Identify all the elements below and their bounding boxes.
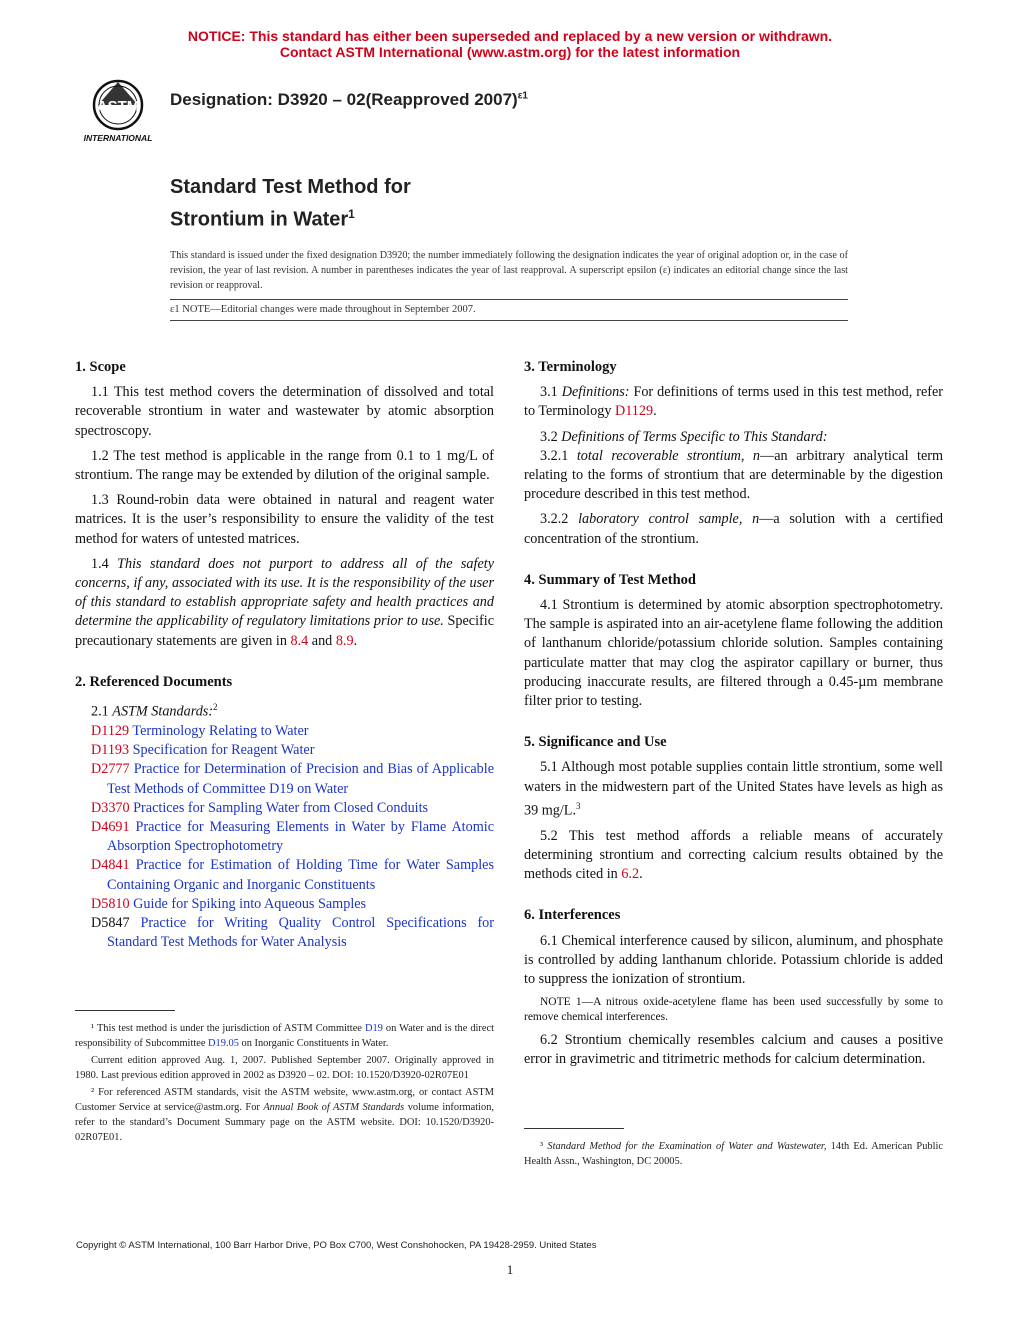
para-1-4-and: and <box>308 632 336 649</box>
fn2-a: ² For referenced ASTM standards, visit the ASTM website, www.astm.org, or contact ASTM Customer Service at service@astm.org. For <box>75 1087 494 1113</box>
ref-title[interactable]: Practice for Estimation of Holding Time for Water Samples Containing Organic and Inorganic Constituents <box>107 857 494 893</box>
para-3-2-1 <box>524 447 943 505</box>
section-3-heading: 3. Terminology <box>524 359 617 375</box>
ref-item-d5810[interactable] <box>75 895 494 914</box>
fn2-italic: Annual Book of ASTM Standards <box>263 1102 405 1113</box>
footnote-2 <box>75 1085 494 1145</box>
para-3-2-2-rest: —a solution with a certified concentration of the strontium. <box>524 511 944 547</box>
footnote-1 <box>75 1021 494 1051</box>
footnote-1-edition: Current edition approved Aug. 1, 2007. Published September 2007. Originally approved in 1980. Last previous edition approved in 2002 as D3920 – 02. DOI: 10.1520/D3920-02R07E01 <box>75 1055 494 1081</box>
ref-code[interactable]: D5810 <box>91 895 130 912</box>
logo-subtitle: INTERNATIONAL <box>83 133 153 143</box>
para-3-2-1-rest: —an arbitrary analytical term relating to the forms of strontium that are determinable by the digestion procedure described in this test method. <box>524 447 944 503</box>
section-4-heading: 4. Summary of Test Method <box>524 571 696 588</box>
para-5-1-sup: 3 <box>576 800 581 811</box>
ref-item-d1129[interactable] <box>75 722 494 741</box>
link-8-9[interactable]: 8.9 <box>335 632 354 649</box>
section-5-heading: 5. Significance and Use <box>524 734 667 751</box>
title-line-1: Standard Test Method for <box>170 176 411 198</box>
para-3-1-end: . <box>653 403 657 420</box>
para-4-1: 4.1 Strontium is determined by atomic absorption spectrophotometry. The sample is aspirated into an air-acetylene flame following the addition of lanthanum chloride/potassium chloride solution. Samples containing particulate matter that may clog the aspirator capillary or burner, thus producing inaccurate results, are filtered through a 0.45-µm membrane filter prior to testing. <box>524 597 943 710</box>
editorial-note: ε1 NOTE—Editorial changes were made throughout in September 2007. <box>170 304 476 315</box>
para-2-1-num: 2.1 <box>91 703 113 720</box>
para-6-2: 6.2 Strontium chemically resembles calcium and causes a positive error in gravimetric and titrimetric methods for calcium determination. <box>524 1032 943 1068</box>
ref-code[interactable]: D4691 <box>91 819 130 835</box>
astm-logo-icon <box>76 78 160 144</box>
logo-letters: ASTM <box>96 98 140 115</box>
page-number: 1 <box>506 1262 514 1277</box>
para-3-2-italic: Definitions of Terms Specific to This Standard: <box>561 428 828 445</box>
para-1-4-italic: This standard does not purport to address all of the safety concerns, if any, associated with its use. It is the responsibility of the user of this standard to establish appropriate safety and health practices and determine the applicability of regulatory limitations prior to use. <box>75 555 494 630</box>
fn1-a: ¹ This test method is under the jurisdiction of ASTM Committee <box>91 1023 365 1034</box>
ref-title[interactable]: Practice for Writing Quality Control Specifications for Standard Test Methods for Water Analysis <box>107 915 494 951</box>
section-1-heading: 1. Scope <box>75 359 126 375</box>
ref-code[interactable]: D3370 <box>91 799 130 816</box>
designation-epsilon: ε1 <box>517 90 528 102</box>
para-1-4-end: . <box>353 632 358 649</box>
link-d1129[interactable]: D1129 <box>614 403 654 420</box>
ref-title[interactable]: Specification for Reagent Water <box>129 742 315 759</box>
para-3-2-num: 3.2 <box>540 428 562 445</box>
fn2-b: volume information, refer to the standard’s Document Summary page on the ASTM website. DOI: 10.1520/D3920-02R07E01. <box>75 1102 494 1143</box>
para-3-2-1-num: 3.2.1 <box>540 447 577 464</box>
para-3-1-italic: Definitions: <box>561 384 630 401</box>
ref-item-d2777[interactable] <box>75 760 494 798</box>
ref-item-d4841[interactable] <box>75 856 494 894</box>
ref-item-d3370[interactable] <box>75 799 494 818</box>
withdrawal-notice <box>0 28 1020 60</box>
para-2-1 <box>75 698 494 722</box>
fn3-rest: 14th Ed. American Public Health Assn., Washington, DC 20005. <box>524 1141 943 1167</box>
ref-title[interactable]: Terminology Relating to Water <box>129 722 309 739</box>
ref-code[interactable]: D1193 <box>91 742 130 759</box>
ref-code[interactable]: D1129 <box>91 722 130 739</box>
issuance-statement: This standard is issued under the fixed designation D3920; the number immediately following the designation indicates the year of original adoption or, in the case of revision, the year of last revision. A number in parentheses indicates the year of last reapproval. A superscript epsilon (ε) indicates an editorial change since the last revision or reapproval. <box>170 250 848 291</box>
para-1-4-rest: Specific precautionary statements are given in <box>75 613 495 649</box>
para-3-2-2-italic: laboratory control sample, n <box>578 511 760 528</box>
para-2-1-italic: ASTM Standards: <box>112 703 214 720</box>
header-divider-bottom <box>170 320 848 321</box>
title-line-2-text: Strontium in Water <box>170 208 349 231</box>
para-2-1-sup: 2 <box>213 702 218 713</box>
footnote-divider <box>75 1010 175 1011</box>
footnote-divider-right <box>524 1128 624 1129</box>
ref-title[interactable]: Practice for Measuring Elements in Water by Flame Atomic Absorption Spectrophotometry <box>107 819 494 855</box>
ref-title[interactable]: Guide for Spiking into Aqueous Samples <box>129 895 367 912</box>
fn3-num: ³ <box>540 1141 548 1152</box>
title-footnote-ref: 1 <box>348 207 355 221</box>
para-6-1: 6.1 Chemical interference caused by silicon, aluminum, and phosphate is controlled by adding lanthanum chloride. Potassium chloride is added to suppress the ionization of strontium. <box>524 932 943 988</box>
para-1-3: 1.3 Round-robin data were obtained in natural and reagent water matrices. It is the user’s responsibility to ensure the validity of the test method for waters of untested matrices. <box>75 492 494 547</box>
link-d19-05[interactable]: D19.05 <box>208 1038 239 1049</box>
footnotes-left <box>75 1010 494 1147</box>
right-column <box>524 358 943 1076</box>
para-5-1-text: 5.1 Although most potable supplies contain little strontium, some well waters in the midwestern part of the United States have levels as high as 39 mg/L. <box>524 759 943 819</box>
designation-text: Designation: D3920 – 02(Reapproved 2007) <box>170 90 518 109</box>
left-column <box>75 358 494 952</box>
fn3-italic: Standard Method for the Examination of Water and Wastewater, <box>547 1141 827 1152</box>
section-2-heading: 2. Referenced Documents <box>75 673 233 690</box>
ref-item-d1193[interactable] <box>75 741 494 760</box>
header-divider-top <box>170 299 848 300</box>
ref-title[interactable]: Practice for Determination of Precision and Bias of Applicable Test Methods of Committee D19 on Water <box>107 761 494 797</box>
link-d19[interactable]: D19 <box>364 1023 383 1034</box>
para-1-4-num: 1.4 <box>91 555 118 572</box>
astm-logo <box>76 78 160 144</box>
ref-title[interactable]: Practices for Sampling Water from Closed Conduits <box>129 799 429 816</box>
para-5-2-text: 5.2 This test method affords a reliable means of accurately determining strontium and correcting calcium results obtained by the methods cited in <box>524 827 943 883</box>
document-title <box>170 174 411 234</box>
ref-code[interactable]: D5847 <box>91 915 130 932</box>
para-3-1-rest: For definitions of terms used in this test method, refer to Terminology <box>524 384 944 420</box>
notice-line-1: NOTICE: This standard has either been superseded and replaced by a new version or withdrawn. <box>187 28 833 44</box>
para-5-1 <box>524 758 943 820</box>
para-5-2-end: . <box>639 866 643 883</box>
para-1-4 <box>75 555 494 651</box>
ref-item-d4691[interactable] <box>75 818 494 856</box>
ref-code[interactable]: D4841 <box>91 857 130 874</box>
para-3-2-2 <box>524 510 943 548</box>
ref-item-d5847[interactable] <box>75 914 494 952</box>
para-1-2: 1.2 The test method is applicable in the range from 0.1 to 1 mg/L of strontium. The range may be extended by dilution of the original sample. <box>75 447 494 484</box>
para-1-1: 1.1 This test method covers the determination of dissolved and total recoverable strontium in water and wastewater by atomic absorption spectroscopy. <box>75 384 494 439</box>
reference-list <box>75 722 494 952</box>
section-6-heading: 6. Interferences <box>524 907 621 924</box>
para-3-1-num: 3.1 <box>540 384 562 401</box>
notice-line-2: Contact ASTM International (www.astm.org) for the latest information <box>279 44 741 60</box>
title-line-2 <box>170 201 411 234</box>
para-3-1 <box>524 383 943 421</box>
link-6-2[interactable]: 6.2 <box>621 866 640 883</box>
link-8-4[interactable]: 8.4 <box>290 632 309 649</box>
fn1-c: on Inorganic Constituents in Water. <box>238 1038 389 1049</box>
para-3-2-1-italic: total recoverable strontium, n <box>576 447 761 464</box>
designation <box>170 90 528 110</box>
copyright-line: Copyright © ASTM International, 100 Barr Harbor Drive, PO Box C700, West Conshohocken, PA 19428-2959. United States <box>76 1240 597 1251</box>
para-5-2 <box>524 827 943 885</box>
ref-code[interactable]: D2777 <box>91 761 130 778</box>
footnotes-right <box>524 1128 943 1169</box>
para-3-2 <box>524 428 943 447</box>
para-3-2-2-num: 3.2.2 <box>540 511 579 528</box>
footnote-3 <box>524 1139 943 1169</box>
fn1-b: on Water and is the direct responsibility of Subcommittee <box>75 1023 494 1049</box>
note-1: NOTE 1—A nitrous oxide-acetylene flame has been used successfully by some to remove chemical interferences. <box>524 996 943 1024</box>
